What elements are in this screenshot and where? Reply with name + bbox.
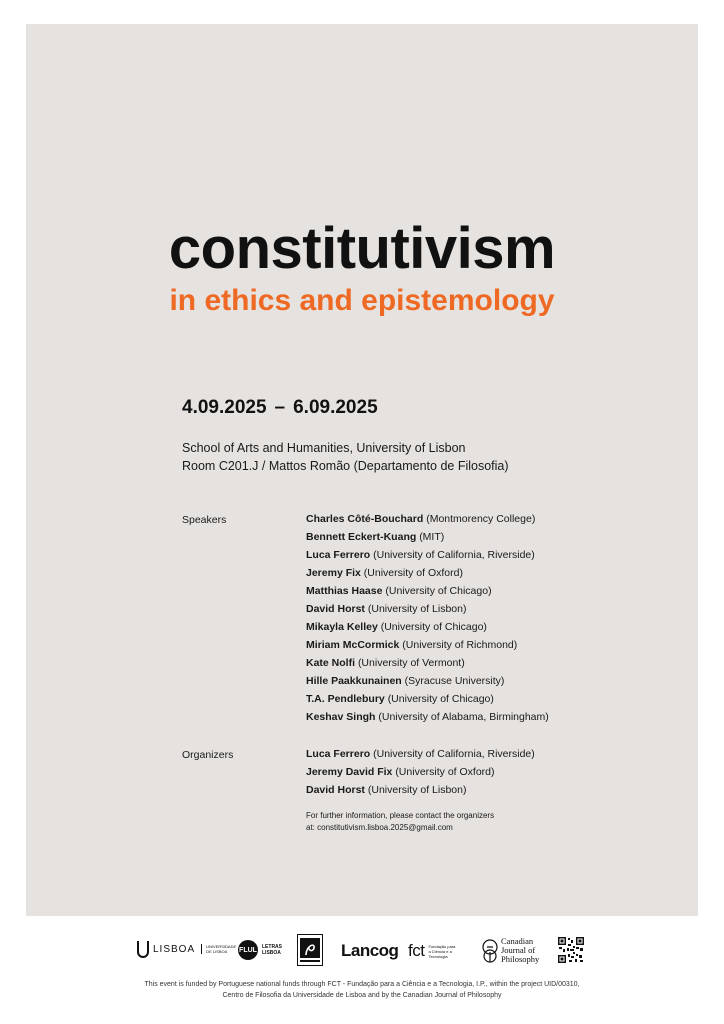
person-name: Luca Ferrero (306, 748, 371, 760)
organizers-label: Organizers (182, 749, 234, 761)
person-affiliation: (MIT) (419, 531, 445, 543)
person-name: David Horst (306, 784, 365, 796)
contact-line-1: For further information, please contact the organizers (306, 811, 495, 820)
fct-logo (408, 941, 458, 961)
ulisboa-mark-icon (137, 940, 149, 958)
person-name: Mikayla Kelley (306, 621, 378, 633)
speaker-item (306, 582, 549, 600)
footer-line-1: This event is funded by Portuguese national funds through FCT - Fundação para a Ciência e a Tecnologia, I.P., within the project UID/00310, (144, 981, 580, 988)
centro-filosofia-logo (297, 934, 323, 966)
speaker-item (306, 510, 549, 528)
person-name: David Horst (306, 603, 365, 615)
qr-code[interactable] (557, 936, 585, 964)
person-name: Hille Paakkunainen (306, 675, 402, 687)
person-name: Matthias Haase (306, 585, 383, 597)
person-affiliation: (University of Richmond) (402, 639, 518, 651)
cjp-monogram-icon (481, 938, 499, 964)
fct-subtext: Fundação para a Ciência e a Tecnologia (428, 943, 456, 959)
funding-footer (0, 979, 724, 1001)
speaker-item (306, 528, 549, 546)
organizer-item (306, 763, 535, 781)
person-affiliation: (University of Vermont) (357, 657, 465, 669)
organizer-item (306, 745, 535, 763)
person-affiliation: (University of Oxford) (363, 567, 463, 579)
contact-email[interactable]: at: constitutivism.lisboa.2025@gmail.com (306, 823, 453, 832)
organizers-list (306, 745, 535, 799)
letras-text: LETRAS LISBOA (262, 944, 282, 956)
event-dates (182, 397, 378, 419)
fct-text: fct (408, 941, 425, 960)
person-affiliation: (University of Lisbon) (367, 603, 467, 615)
date-separator: – (274, 397, 286, 418)
end-date: 6.09.2025 (293, 397, 378, 418)
speakers-list (306, 510, 549, 726)
centro-filosofia-icon (297, 934, 323, 966)
speaker-item (306, 672, 549, 690)
person-affiliation: (University of Chicago) (380, 621, 487, 633)
speakers-label: Speakers (182, 514, 227, 526)
poster-title: constitutivism (168, 216, 556, 281)
speaker-item (306, 654, 549, 672)
start-date: 4.09.2025 (182, 397, 267, 418)
speaker-item (306, 690, 549, 708)
person-affiliation: (University of Alabama, Birmingham) (378, 711, 549, 723)
speaker-item (306, 636, 549, 654)
lancog-logo (341, 941, 398, 961)
cjp-text: Canadian Journal of Philosophy (501, 936, 540, 964)
poster-subtitle: in ethics and epistemology (169, 284, 555, 317)
ulisboa-subtext: UNIVERSIDADE DE LISBOA (201, 944, 238, 954)
person-name: Kate Nolfi (306, 657, 356, 669)
lancog-text: Lancog (341, 941, 399, 960)
qr-code-icon (557, 936, 585, 964)
ulisboa-logo (137, 940, 238, 958)
contact-info (306, 810, 494, 834)
speaker-item (306, 708, 549, 726)
person-name: Keshav Singh (306, 711, 376, 723)
person-name: Miriam McCormick (306, 639, 400, 651)
person-name: Charles Côté-Bouchard (306, 513, 424, 525)
person-name: Jeremy Fix (306, 567, 361, 579)
person-name: T.A. Pendlebury (306, 693, 385, 705)
speaker-item (306, 600, 549, 618)
venue-line-2: Room C201.J / Mattos Romão (Departamento de Filosofia) (182, 459, 509, 473)
footer-line-2: Centro de Filosofia da Universidade de Lisboa and by the Canadian Journal of Philosophy (222, 992, 502, 999)
person-name: Luca Ferrero (306, 549, 371, 561)
person-affiliation: (University of Lisbon) (367, 784, 467, 796)
person-affiliation: (Montmorency College) (426, 513, 536, 525)
person-affiliation: (University of Oxford) (395, 766, 495, 778)
flul-logo (238, 940, 280, 960)
person-affiliation: (University of Chicago) (387, 693, 494, 705)
sponsor-logos (0, 932, 724, 972)
venue (182, 439, 509, 475)
organizer-item (306, 781, 535, 799)
person-affiliation: (University of California, Riverside) (373, 549, 535, 561)
speaker-item (306, 546, 549, 564)
person-name: Jeremy David Fix (306, 766, 393, 778)
speaker-item (306, 618, 549, 636)
cjp-logo (481, 937, 545, 964)
person-affiliation: (University of Chicago) (385, 585, 492, 597)
speaker-item (306, 564, 549, 582)
flul-badge: FLUL (238, 940, 258, 960)
person-name: Bennett Eckert-Kuang (306, 531, 417, 543)
venue-line-1: School of Arts and Humanities, University of Lisbon (182, 441, 466, 455)
person-affiliation: (University of California, Riverside) (373, 748, 535, 760)
ulisboa-text: LISBOA (153, 943, 196, 955)
person-affiliation: (Syracuse University) (404, 675, 505, 687)
